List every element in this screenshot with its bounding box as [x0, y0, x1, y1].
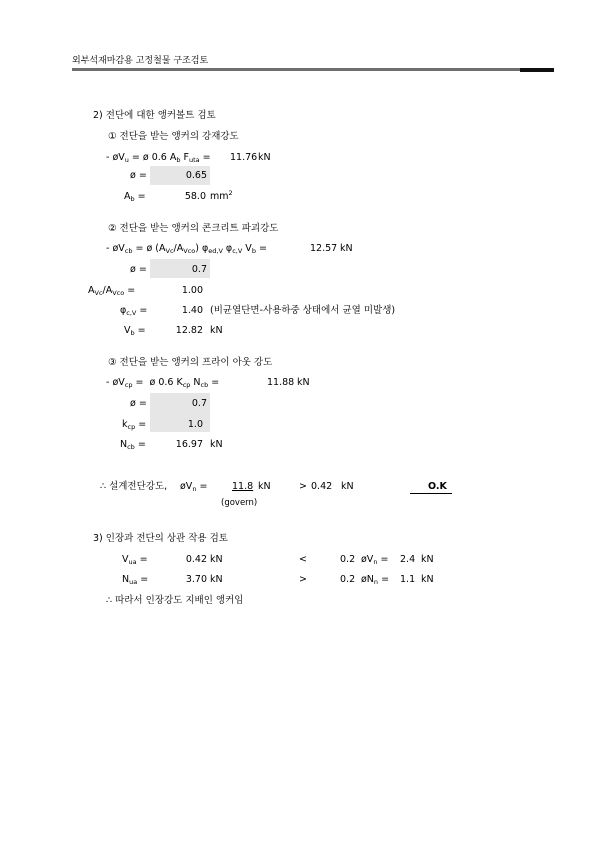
header-rule — [72, 68, 554, 71]
design-shear-demand: 0.42 — [311, 481, 333, 492]
nua-factor: 0.2 — [340, 574, 356, 585]
section-2a-title: ① 전단을 받는 앵커의 강재강도 — [108, 131, 239, 142]
area-ratio-label: $A_{Vc}/A_{Vco}$ = — [88, 285, 136, 297]
vb-label: $V_b$ = — [124, 325, 146, 337]
phi-label-a: ø = — [130, 170, 147, 181]
ab-value: 58.0 — [184, 191, 206, 202]
nua-compare: > — [299, 574, 307, 585]
phi-value-b: 0.7 — [191, 264, 207, 275]
vb-unit: kN — [210, 325, 223, 336]
concrete-unit: kN — [340, 243, 353, 254]
ab-label: $A_b$ = — [124, 191, 146, 203]
kcp-label: $k_{cp}$ = — [122, 419, 147, 431]
design-shear-demand-unit: kN — [341, 481, 354, 492]
nua-unit: kN — [210, 574, 223, 585]
vua-value: 0.42 — [185, 554, 207, 565]
vb-value: 12.82 — [175, 325, 203, 336]
section-2b-title: ② 전단을 받는 앵커의 콘크리트 파괴강도 — [108, 223, 279, 234]
pryout-value: 11.88 — [267, 377, 295, 388]
ncb-label: $N_{cb}$ = — [120, 439, 146, 451]
concrete-formula: - $øV_{cb}$ = ø $(A_{Vc}/A_{Vco})$ $\varphi_{ed,V}$ $\varphi_{c,V}$ $V_b$ = — [106, 243, 267, 255]
section-2-title: 2) 전단에 대한 앵커볼트 검토 — [93, 110, 216, 121]
phi-value-a: 0.65 — [185, 170, 207, 181]
nua-cap-label: $øN_n$ = — [361, 574, 390, 586]
vua-cap-value: 2.4 — [400, 554, 416, 565]
design-shear-label: ∴ 설계전단강도, — [100, 481, 168, 492]
nua-label: $N_{ua}$ = — [122, 574, 149, 586]
design-shear-result: O.K — [428, 481, 447, 492]
vua-compare: < — [299, 554, 307, 565]
steel-strength-value: 11.76 — [230, 152, 258, 163]
pryout-formula: - $øV_{cp}$ = ø 0.6 $K_{cp}$ $N_{cb}$ = — [106, 377, 220, 389]
vua-cap-unit: kN — [421, 554, 434, 565]
govern-note: (govern) — [221, 498, 258, 508]
conclusion: ∴ 따라서 인장강도 지배인 앵커임 — [106, 595, 244, 606]
nua-cap-value: 1.1 — [400, 574, 416, 585]
concrete-value: 12.57 — [310, 243, 338, 254]
steel-strength-unit: kN — [258, 152, 271, 163]
page-header-title: 외부석재마감용 고정철물 구조검토 — [72, 56, 209, 66]
nua-cap-unit: kN — [421, 574, 434, 585]
vua-label: $V_{ua}$ = — [122, 554, 148, 566]
nua-value: 3.70 — [185, 574, 207, 585]
design-shear-symbol: $øV_n$ = — [180, 481, 208, 493]
vua-unit: kN — [210, 554, 223, 565]
design-shear-compare: > — [299, 481, 307, 492]
ncb-value: 16.97 — [175, 439, 203, 450]
vua-cap-label: $øV_n$ = — [361, 554, 389, 566]
steel-strength-formula: - $øV_u$ = ø 0.6 $A_b$ $F_{uta}$ = — [106, 152, 211, 164]
pryout-unit: kN — [297, 377, 310, 388]
psi-cv-note: (비균열단면-사용하중 상태에서 균열 미발생) — [210, 305, 396, 316]
section-2c-title: ③ 전단을 받는 앵커의 프라이 아웃 강도 — [108, 357, 273, 368]
design-shear-unit: kN — [258, 481, 271, 492]
design-shear-value: 11.8 — [232, 481, 254, 492]
psi-cv-value: 1.40 — [181, 305, 203, 316]
ab-unit: $mm^2$ — [210, 189, 233, 202]
result-underline — [410, 493, 452, 494]
phi-label-b: ø = — [130, 264, 147, 275]
psi-cv-label: $\varphi_{c,V}$ = — [120, 305, 148, 317]
kcp-value: 1.0 — [187, 419, 203, 430]
section-3-title: 3) 인장과 전단의 상관 작용 검토 — [93, 533, 228, 544]
phi-value-c: 0.7 — [191, 398, 207, 409]
header-rule-accent — [520, 68, 554, 72]
area-ratio-value: 1.00 — [181, 285, 203, 296]
phi-label-c: ø = — [130, 398, 147, 409]
ncb-unit: kN — [210, 439, 223, 450]
vua-factor: 0.2 — [340, 554, 356, 565]
